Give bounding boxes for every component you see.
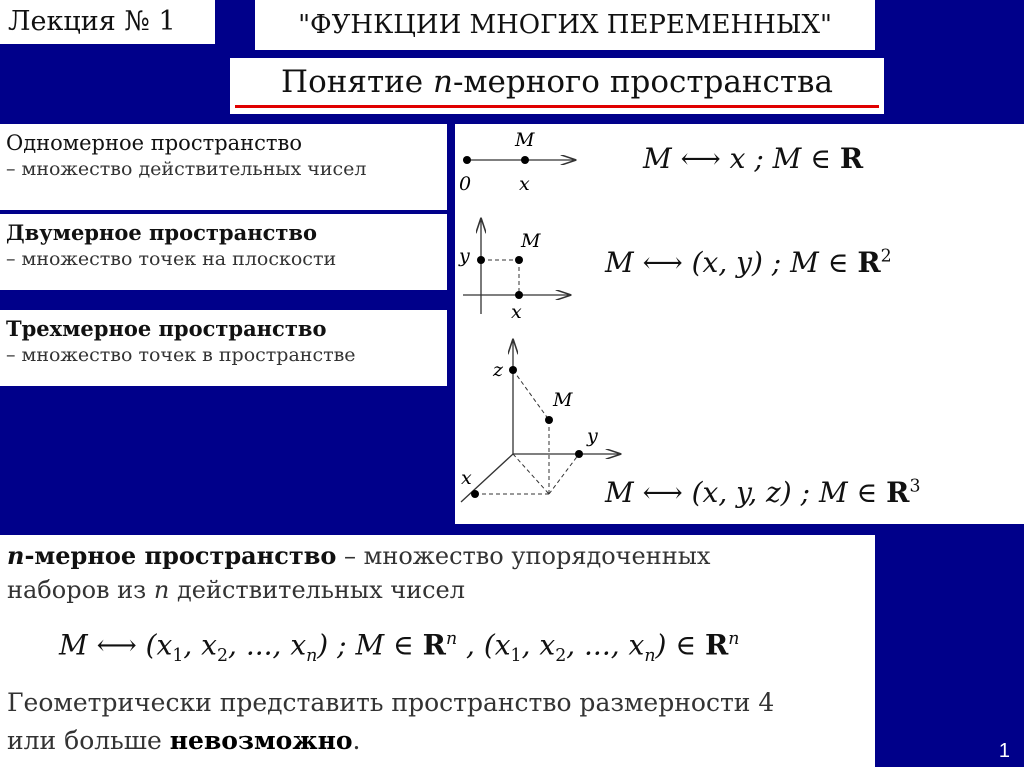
formula-1d-space: R xyxy=(839,142,864,175)
formula-1d-m: M xyxy=(643,142,672,175)
course-title-text: "ФУНКЦИИ МНОГИХ ПЕРЕМЕННЫХ" xyxy=(298,10,832,40)
n-dim-definition xyxy=(0,535,875,767)
n-dim-var: n xyxy=(7,541,25,570)
lecture-label xyxy=(0,0,215,44)
geo-2c: . xyxy=(352,725,361,755)
nd-f-space1: R xyxy=(422,628,446,662)
origin-point xyxy=(463,156,471,164)
nd-f-left: M ⟷ (x xyxy=(59,628,173,662)
nd-f-pow2: n xyxy=(728,629,740,649)
n-dim-desc-1: – множество упорядоченных xyxy=(336,542,711,570)
label-m-3d: M xyxy=(553,389,573,411)
formula-1d-coords: x xyxy=(729,142,746,175)
n-dim-geometry-note xyxy=(7,684,875,760)
definition-3d-desc: – множество точек в пространстве xyxy=(6,344,356,366)
definition-1d-desc: – множество действительных чисел xyxy=(6,158,367,180)
n-dim-line-1 xyxy=(7,539,875,573)
formula-2d xyxy=(605,246,892,279)
nd-f-subnb: n xyxy=(644,645,656,666)
topic-var: n xyxy=(432,64,453,100)
point-m-3d xyxy=(545,416,553,424)
point-y-3d xyxy=(575,450,583,458)
diagram-3d xyxy=(461,340,620,502)
label-m-2d: M xyxy=(521,230,541,252)
nd-f-mid2: , ..., x xyxy=(228,628,307,662)
label-x-2d: x xyxy=(511,301,522,323)
nd-f-sub2b: 2 xyxy=(555,645,567,666)
formula-2d-coords: (x, y) xyxy=(691,246,763,279)
point-z-3d xyxy=(509,366,517,374)
formula-2d-space: R xyxy=(857,246,881,279)
formula-1d-sep: ; M ∈ xyxy=(745,142,840,175)
definition-2d xyxy=(0,214,447,290)
definition-3d xyxy=(0,310,447,386)
nd-f-sub2: 2 xyxy=(216,645,229,666)
diagram-2d xyxy=(458,219,570,323)
nd-f-sub1: 1 xyxy=(172,645,184,666)
formula-2d-m: M xyxy=(605,246,634,279)
nd-f-mid1b: , x xyxy=(521,628,556,662)
nd-f-sub1b: 1 xyxy=(510,645,522,666)
lecture-text: Лекция № 1 xyxy=(8,6,176,37)
nd-f-space2: R xyxy=(704,628,729,662)
geo-2a: или больше xyxy=(7,725,170,755)
label-origin: 0 xyxy=(459,173,472,195)
dash-3d-ob xyxy=(513,454,549,494)
point-m-2d xyxy=(515,256,523,264)
formula-2d-sep: ; M ∈ xyxy=(762,246,858,279)
label-y-3d: y xyxy=(587,425,598,447)
formula-3d-m: M xyxy=(605,476,634,509)
definition-2d-head: Двумерное пространство xyxy=(6,220,317,245)
formula-3d-sep: ; M ∈ xyxy=(791,476,887,509)
definition-1d-head: Одномерное пространство xyxy=(6,131,302,155)
n-dim-head: -мерное пространство xyxy=(24,541,337,570)
formula-3d xyxy=(605,476,920,509)
point-m-1d xyxy=(521,156,529,164)
diagram-1d xyxy=(459,129,575,195)
point-x-2d xyxy=(515,291,523,299)
label-x-3d: x xyxy=(461,467,472,489)
topic-prefix: Понятие xyxy=(281,64,433,100)
nd-f-mid1: , x xyxy=(183,628,217,662)
nd-f-right2: , (x xyxy=(457,628,511,662)
nd-f-right1: ) ; M ∈ xyxy=(317,628,423,662)
geo-2b: невозможно xyxy=(169,725,353,755)
dash-3d-by xyxy=(549,454,579,494)
topic-title xyxy=(230,58,884,114)
label-z-3d: z xyxy=(493,359,504,381)
n-dim-desc-2-var: n xyxy=(153,576,170,604)
geo-line-1: Геометрически представить пространство размерности 4 xyxy=(7,687,775,717)
formula-3d-space: R xyxy=(886,476,910,509)
diagram-panel xyxy=(455,124,1024,524)
nd-f-pow1: n xyxy=(445,629,458,649)
course-title xyxy=(255,0,875,50)
label-m-1d: M xyxy=(515,129,535,151)
nd-f-subn: n xyxy=(306,645,318,666)
geo-line-2 xyxy=(7,722,875,760)
formula-1d xyxy=(643,142,863,175)
point-x-3d xyxy=(471,490,479,498)
topic-suffix: -мерного пространства xyxy=(452,64,833,100)
definition-3d-head: Трехмерное пространство xyxy=(6,316,327,341)
label-x-1d: x xyxy=(519,173,530,195)
diagrams-svg xyxy=(455,124,1024,524)
formula-2d-arrow: ⟷ xyxy=(633,246,692,279)
n-dim-desc-2a: наборов из xyxy=(7,576,154,604)
formula-3d-coords: (x, y, z) xyxy=(691,476,792,509)
formula-3d-arrow: ⟷ xyxy=(633,476,692,509)
definition-2d-desc: – множество точек на плоскости xyxy=(6,248,337,270)
formula-2d-power: 2 xyxy=(880,246,892,267)
nd-f-right3: ) ∈ xyxy=(655,628,705,662)
formula-3d-power: 3 xyxy=(909,476,921,497)
n-dim-desc-2b: действительных чисел xyxy=(169,576,465,604)
point-y-2d xyxy=(477,256,485,264)
page-number: 1 xyxy=(998,740,1010,762)
n-dim-line-2 xyxy=(7,573,875,607)
nd-f-mid2b: , ..., x xyxy=(566,628,645,662)
definition-1d xyxy=(0,124,447,210)
n-dim-formula xyxy=(59,619,875,676)
topic-underline xyxy=(235,105,879,108)
formula-1d-arrow: ⟷ xyxy=(671,142,730,175)
dash-3d-zm xyxy=(513,370,549,420)
label-y-2d: y xyxy=(459,245,470,267)
